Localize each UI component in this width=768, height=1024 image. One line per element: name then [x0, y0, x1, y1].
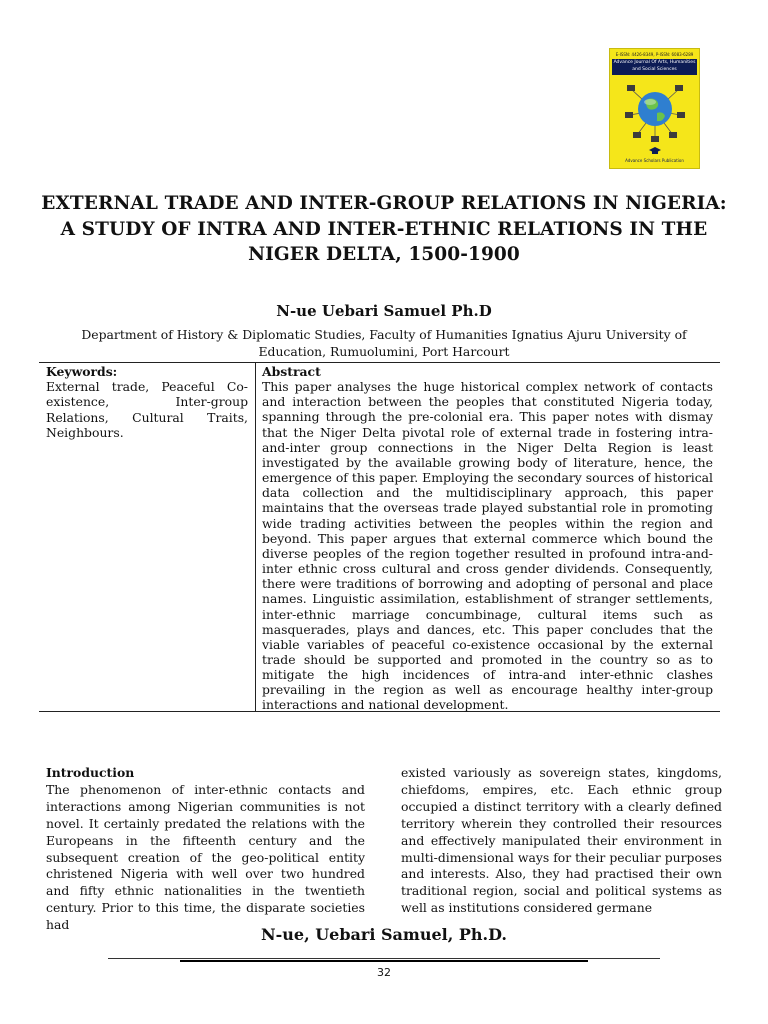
column-divider	[255, 363, 256, 711]
globe-network-icon	[623, 79, 687, 143]
introduction-right-column	[401, 765, 722, 917]
introduction-left-text: The phenomenon of inter-ethnic contacts and interactions among Nigerian communities is not novel. It certainly predated the relations with the Europeans in the fifteenth century and the subsequent creation of the geo-political entity christened Nigeria with well over two hundred and fifty ethnic nationalities in the twentieth century. Prior to this time, the disparate societies had	[46, 781, 365, 933]
paper-title: EXTERNAL TRADE AND INTER-GROUP RELATIONS IN NIGERIA: A STUDY OF INTRA AND INTER-ETHNIC RELATIONS IN THE NIGER DELTA, 1500-1900	[41, 193, 727, 265]
page-number: 32	[377, 966, 391, 979]
keywords-text: External trade, Peaceful Co-existence, Inter-group Relations, Cultural Traits, Neighbours.	[46, 379, 248, 440]
author-name: N-ue Uebari Samuel Ph.D	[276, 302, 492, 320]
footer-rule	[108, 958, 660, 959]
keywords-heading: Keywords:	[46, 364, 118, 379]
cover-publisher: Advance Scholars Publication	[625, 158, 684, 163]
footer-rule-thick	[180, 960, 588, 962]
introduction-right-text: existed variously as sovereign states, kingdoms, chiefdoms, empires, etc. Each ethnic group occupied a distinct territory with a clearly defined territory wherein they controlled their resources and effectively manipulated their environment in multi-dimensional ways for their peculiar purposes and interests. Also, they had practised their own traditional region, social and political systems as well as institutions considered germane	[401, 765, 722, 916]
introduction-left-column	[46, 765, 365, 934]
abstract-table	[39, 362, 720, 712]
graduation-cap-icon	[649, 147, 661, 155]
author-affiliation: Department of History & Diplomatic Studies, Faculty of Humanities Ignatius Ajuru University of Education, Rumuolumini, Port Harcourt	[81, 327, 687, 359]
cover-journal-name: Advance Journal Of Arts, Humanities and Social Sciences	[612, 59, 697, 75]
cover-issn: E-ISSN: 4426-8349, P-ISSN: 6083-6289	[615, 52, 694, 57]
abstract-heading: Abstract	[262, 364, 321, 379]
abstract-cell	[262, 364, 713, 713]
introduction-heading: Introduction	[46, 765, 135, 780]
footer-author: N-ue, Uebari Samuel, Ph.D.	[261, 925, 507, 944]
journal-cover-image	[609, 48, 700, 169]
abstract-text: This paper analyses the huge historical complex network of contacts and interaction between the peoples that constituted Nigeria today, spanning through the pre-colonial era. This paper notes with dismay that the Niger Delta pivotal role of external trade in fostering intra-and-inter group connections in the Niger Delta Region is least investigated by the available growing body of literature, hence, the emergence of this paper. Employing the secondary sources of historical data collection and the multidisciplinary approach, this paper maintains that the overseas trade played substantial role in promoting wide trading activities between the peoples within the region and beyond. This paper argues that external commerce which bound the diverse peoples of the region together resulted in profound intra-and-inter ethnic cross cultural and cross gender dividends. Consequently, there were traditions of borrowing and adopting of personal and place names. Linguistic assimilation, establishment of stranger settlements, inter-ethnic marriage concumbinage, cultural items such as masquerades, plays and dances, etc. This paper concludes that the viable variables of peaceful co-existence occasional by the external trade should be supported and promoted in the country so as to mitigate the high incidences of intra-and inter-ethnic clashes prevailing in the region as well as encourage healthy inter-group interactions and national development.	[262, 379, 713, 713]
keywords-cell	[46, 364, 248, 440]
